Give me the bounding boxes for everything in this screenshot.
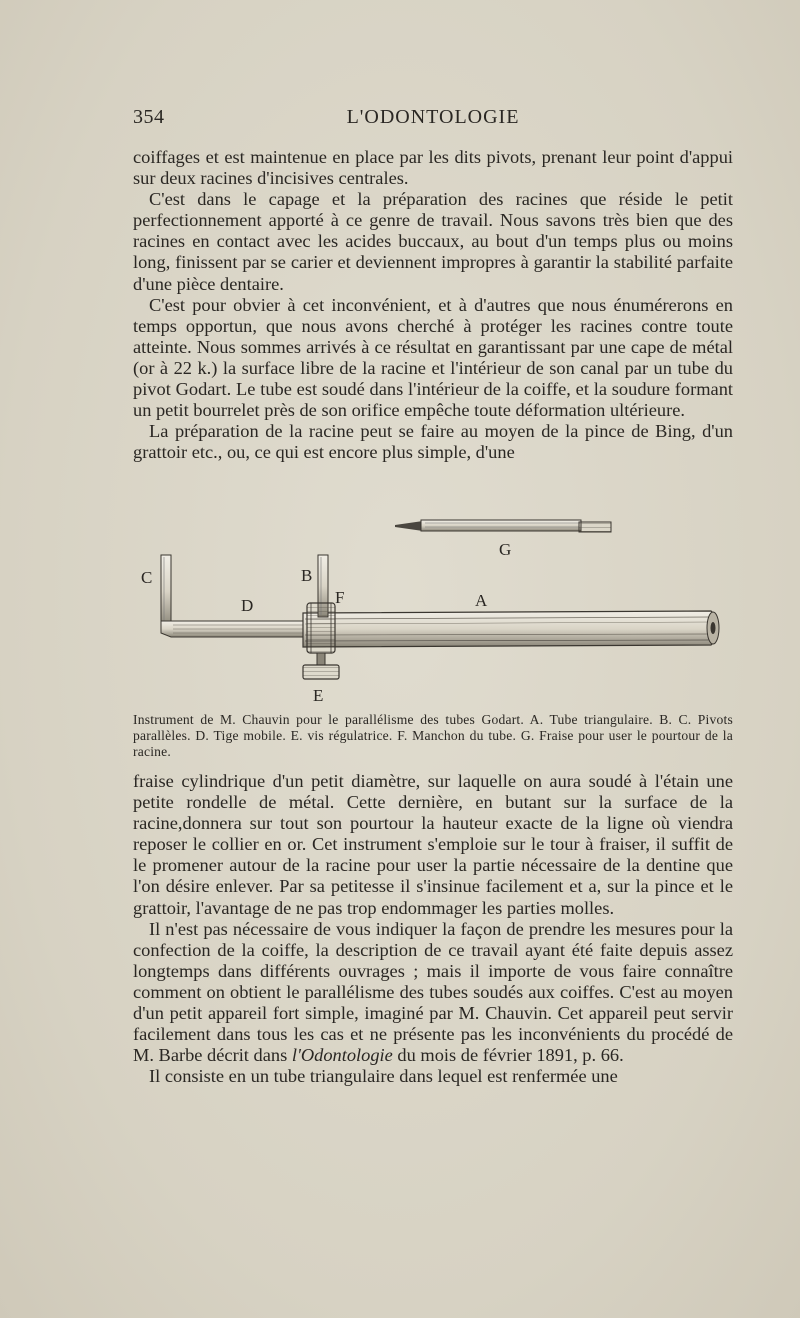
caption-text: Instrument de M. Chauvin pour le parallélisme des tubes Godart. A. Tube triangulaire. B. C. Pivots parallèles. D. Tige mobile. E. vis régulatrice. F. Manchon du tube. G. Fraise pour user le pourtour de la racine.	[133, 712, 733, 759]
paragraph: fraise cylindrique d'un petit diamètre, sur laquelle on aura soudé à l'étain une petite rondelle de métal. Cette dernière, en butant sur la surface de la racine,donnera sur tout son pourtour la hauteur exacte de la ligne où viendra reposer le collier en or. Cet instrument s'emploie sur le tour à fraiser, il suffit de le promener autour de la racine pour user la partie nécessaire de la dentine que l'on désire enlever. Par sa petitesse il s'insinue facilement et a, sur la pince et le grattoir, l'avantage de ne pas trop endommager les parties molles.	[133, 771, 733, 918]
page-number: 354	[133, 106, 165, 128]
label-g: G	[499, 540, 512, 559]
journal-title: l'Odontologie	[291, 1045, 393, 1066]
instrument-engraving	[133, 503, 733, 708]
label-e: E	[313, 686, 324, 705]
paragraph	[133, 919, 733, 1067]
triangular-tube-a	[303, 611, 719, 647]
paragraph: C'est pour obvier à cet inconvénient, et à d'autres que nous énumérerons en temps opportun, que nous avons cherché à protéger les racines contre toute atteinte. Nous sommes arrivés à ce résultat en garantissant par une cape de métal (or à 22 k.) la surface libre de la racine et l'intérieur de son canal par un tube du pivot Godart. Le tube est soudé dans l'intérieur de la coiffe, et la soudure formant un petit bourrelet près de son orifice empêche toute déformation ultérieure.	[133, 294, 733, 421]
label-d: D	[241, 596, 254, 615]
paragraph: coiffages et est maintenue en place par les dits pivots, prenant leur point d'appui sur deux racines d'incisives centrales.	[133, 147, 733, 189]
instrument-figure	[133, 503, 733, 708]
page-header	[133, 104, 733, 134]
regulating-screw-e	[303, 653, 339, 679]
fraise-bit	[395, 520, 611, 532]
text-block-top	[133, 147, 733, 463]
paragraph: C'est dans le capage et la préparation des racines que réside le petit perfectionnement apporté à ce genre de travail. Nous savons très bien que des racines en contact avec les acides buccaux, au bout d'un temps plus ou moins long, finissent par se carier et deviennent impropres à garantir la stabilité parfaite d'une pièce dentaire.	[133, 189, 733, 294]
label-f: F	[335, 588, 345, 607]
sleeve-f	[307, 603, 335, 653]
running-title: L'ODONTOLOGIE	[346, 106, 520, 128]
label-a: A	[475, 591, 488, 610]
mobile-rod-d	[161, 621, 323, 637]
paragraph: La préparation de la racine peut se faire au moyen de la pince de Bing, d'un grattoir etc., ou, ce qui est encore plus simple, d'une	[133, 421, 733, 463]
label-c: C	[141, 568, 153, 587]
pivot-c	[161, 555, 171, 627]
paragraph-text: Il n'est pas nécessaire de vous indiquer la façon de prendre les mesures pour la confection de la coiffe, la description de ce travail ayant été faite depuis assez longtemps dans différents ouvrages ; mais il importe de vous faire connaître comment on obtient le parallélisme des tubes soudés aux coiffes. C'est au moyen d'un petit appareil fort simple, imaginé par M. Chauvin. Cet appareil peut servir facilement dans tous les cas et ne présente pas les inconvénients du procédé de M. Barbe décrit dans	[133, 918, 733, 1066]
text-block-bottom	[133, 771, 733, 1087]
figure-caption	[133, 712, 733, 760]
label-b: B	[301, 566, 313, 585]
paragraph: Il consiste en un tube triangulaire dans lequel est renfermée une	[149, 1066, 618, 1087]
paragraph-text: du mois de février 1891, p. 66.	[392, 1045, 624, 1066]
